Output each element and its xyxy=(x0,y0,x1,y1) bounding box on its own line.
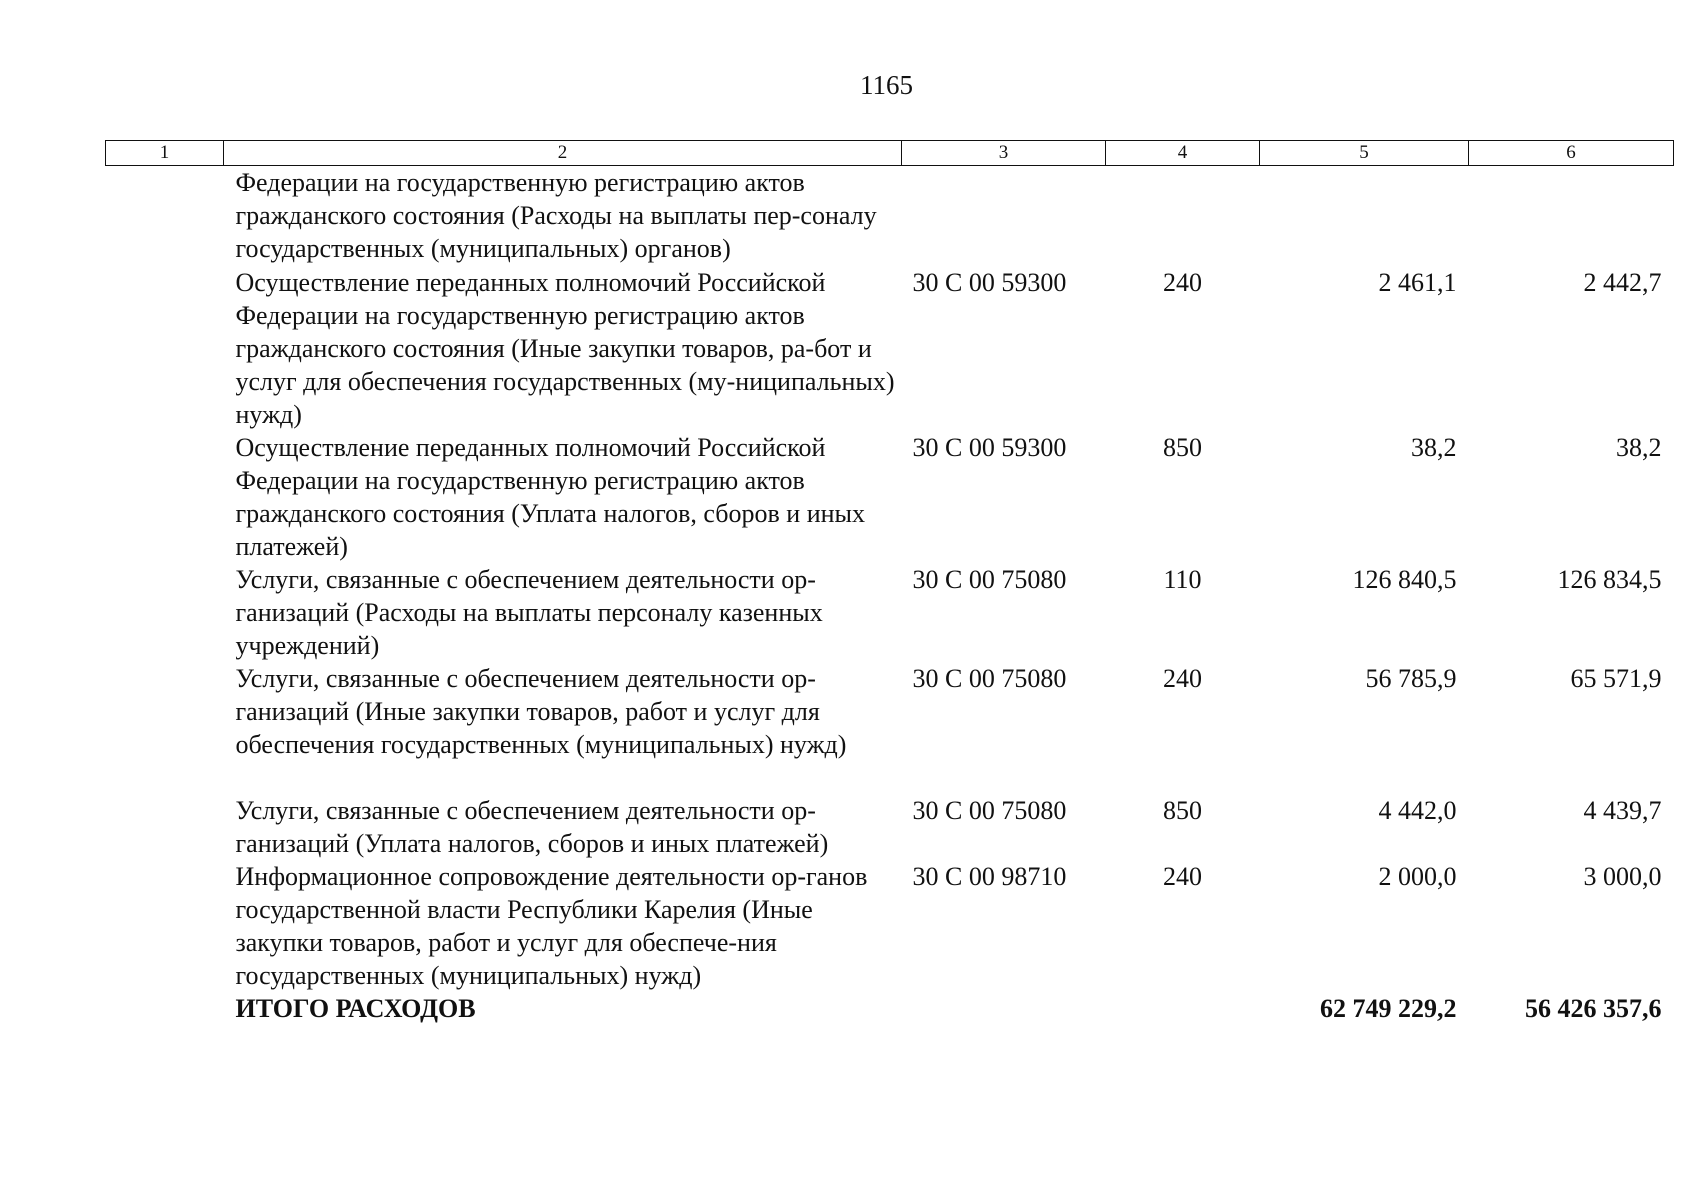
expense-name: Осуществление переданных полномочий Российской Федерации на государственную регистрацию актов гражданского состояния (Уплата налогов, сборов и иных платежей) xyxy=(235,432,865,561)
target-code xyxy=(902,992,1106,1025)
amount-col6: 2 442,7 xyxy=(1583,267,1662,297)
target-code: 30 С 00 59300 xyxy=(912,267,1067,297)
amount-col6: 126 834,5 xyxy=(1557,564,1662,594)
expense-type-code: 850 xyxy=(1163,432,1202,462)
number-cell xyxy=(106,794,224,860)
expense-type-code: 110 xyxy=(1163,564,1202,594)
page-number: 1165 xyxy=(860,70,913,100)
amount-col6: 38,2 xyxy=(1616,432,1662,462)
target-code: 30 С 00 75080 xyxy=(912,663,1067,693)
target-code: 30 С 00 75080 xyxy=(912,564,1067,594)
table-row xyxy=(106,431,1674,563)
expense-name: Информационное сопровождение деятельности ор-ганов государственной власти Республики Карелия (Иные закупки товаров, работ и услуг для обеспече-ния государственных (муниципальных) нужд) xyxy=(235,861,868,990)
column-header-1: 1 xyxy=(106,141,224,166)
amount-col6 xyxy=(1469,166,1674,266)
expense-type-code: 240 xyxy=(1163,861,1202,891)
amount-col5: 126 840,5 xyxy=(1352,564,1457,594)
column-header-3: 3 xyxy=(902,141,1106,166)
target-code: 30 С 00 59300 xyxy=(912,432,1067,462)
amount-col5: 56 785,9 xyxy=(1365,663,1457,693)
expense-type-code: 850 xyxy=(1163,795,1202,825)
expense-name: Осуществление переданных полномочий Российской Федерации на государственную регистрацию актов гражданского состояния (Иные закупки товаров, ра-бот и услуг для обеспечения государственных (му-ниципальных) нужд) xyxy=(235,267,895,429)
amount-col6: 65 571,9 xyxy=(1570,663,1662,693)
expense-type-code xyxy=(1106,166,1260,266)
column-header-6: 6 xyxy=(1469,141,1674,166)
table-header xyxy=(106,141,1674,166)
expense-name: Услуги, связанные с обеспечением деятельности ор-ганизаций (Иные закупки товаров, работ и услуг для обеспечения государственных (муниципальных) нужд) xyxy=(235,663,847,759)
amount-col5 xyxy=(1260,166,1469,266)
total-col6: 56 426 357,6 xyxy=(1525,993,1662,1023)
table-row xyxy=(106,794,1674,860)
expense-name: Федерации на государственную регистрацию актов гражданского состояния (Расходы на выплаты пер-соналу государственных (муниципальных) органов) xyxy=(235,168,877,263)
number-cell xyxy=(106,563,224,662)
number-cell xyxy=(106,860,224,992)
header-row xyxy=(106,141,1674,166)
expense-type-code: 240 xyxy=(1163,267,1202,297)
amount-col6: 3 000,0 xyxy=(1583,861,1662,891)
amount-col5: 2 461,1 xyxy=(1378,267,1457,297)
target-code xyxy=(902,166,1106,266)
total-col5: 62 749 229,2 xyxy=(1320,993,1457,1023)
column-header-5: 5 xyxy=(1260,141,1469,166)
table-row xyxy=(106,166,1674,266)
table-body xyxy=(106,166,1674,1025)
table-row xyxy=(106,563,1674,662)
target-code: 30 С 00 98710 xyxy=(912,861,1067,891)
total-row xyxy=(106,992,1674,1025)
number-cell xyxy=(106,266,224,431)
expense-type-code xyxy=(1106,992,1260,1025)
table-row xyxy=(106,266,1674,431)
amount-col5: 4 442,0 xyxy=(1378,795,1457,825)
total-label: ИТОГО РАСХОДОВ xyxy=(235,993,476,1023)
number-cell xyxy=(106,166,224,266)
amount-col6: 4 439,7 xyxy=(1583,795,1662,825)
table-row xyxy=(106,860,1674,992)
amount-col5: 2 000,0 xyxy=(1378,861,1457,891)
column-header-2: 2 xyxy=(224,141,902,166)
expense-name: Услуги, связанные с обеспечением деятельности ор-ганизаций (Расходы на выплаты персоналу казенных учреждений) xyxy=(235,564,823,660)
table-row xyxy=(106,662,1674,794)
number-cell xyxy=(106,431,224,563)
budget-table xyxy=(105,140,1674,1025)
target-code: 30 С 00 75080 xyxy=(912,795,1067,825)
number-cell xyxy=(106,992,224,1025)
amount-col5: 38,2 xyxy=(1411,432,1457,462)
column-header-4: 4 xyxy=(1106,141,1260,166)
number-cell xyxy=(106,662,224,794)
expense-type-code: 240 xyxy=(1163,663,1202,693)
expense-name: Услуги, связанные с обеспечением деятельности ор-ганизаций (Уплата налогов, сборов и иных платежей) xyxy=(235,795,829,858)
